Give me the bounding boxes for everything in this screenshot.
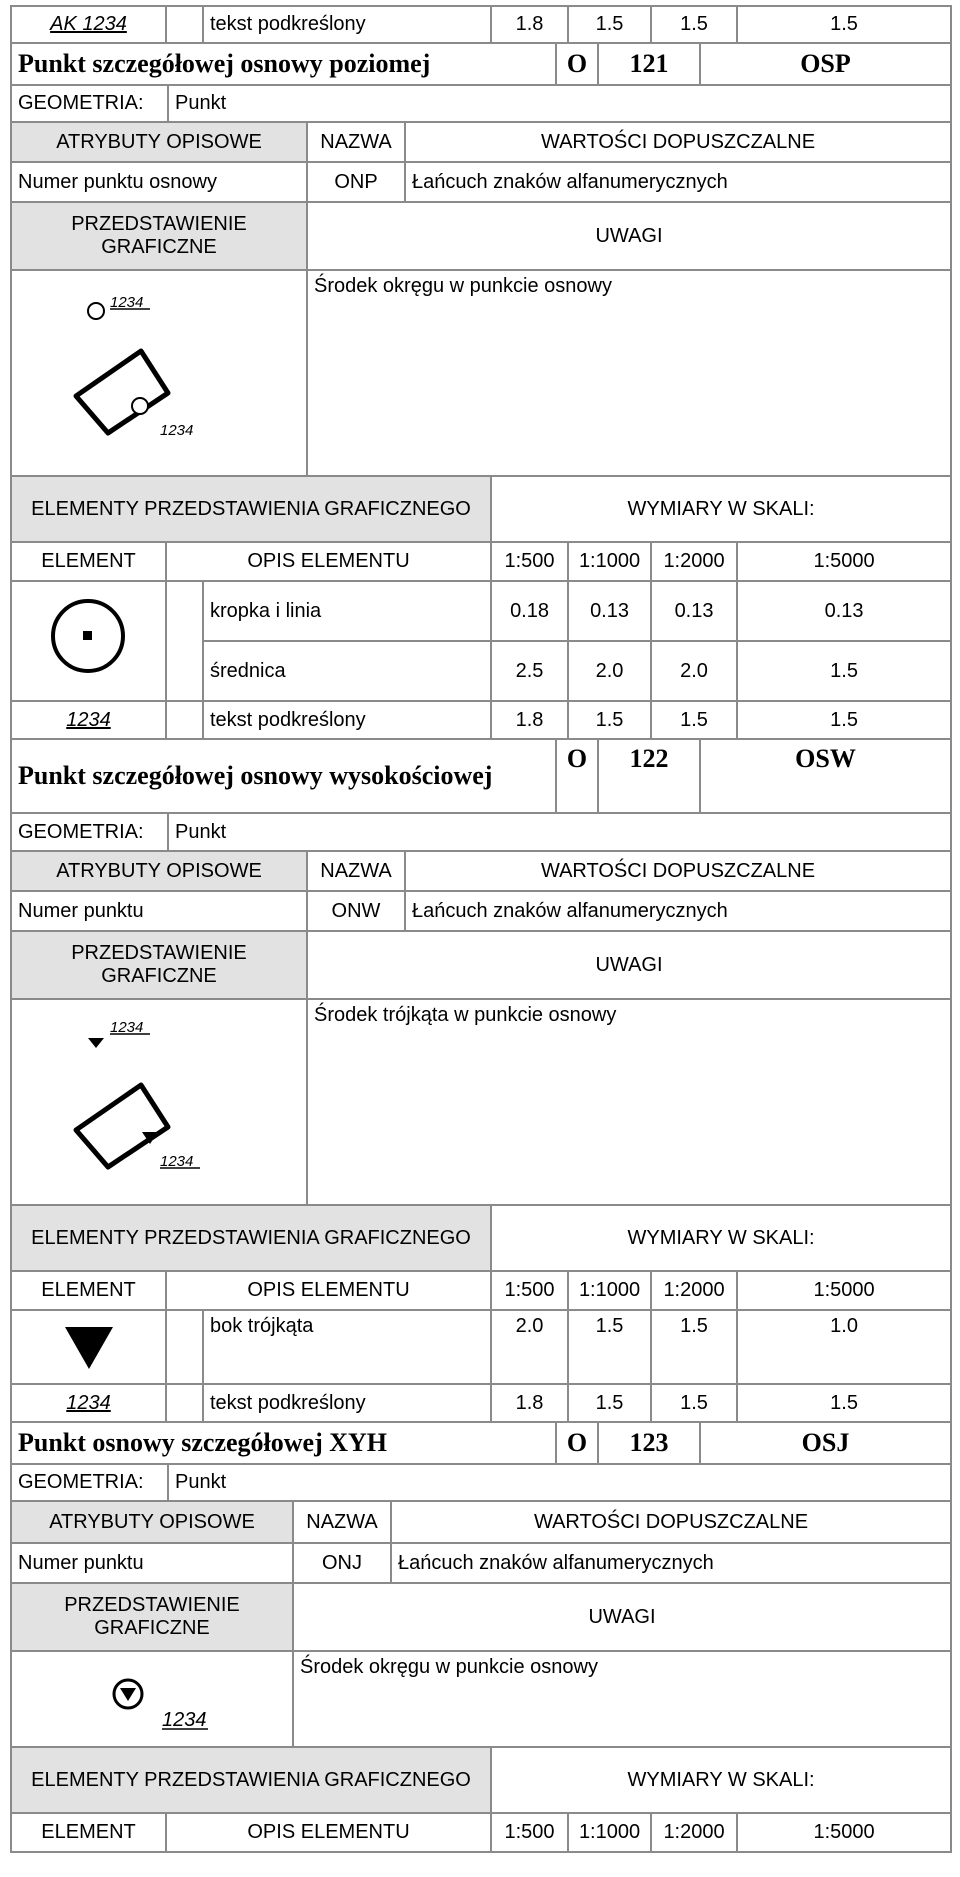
geometry-label: GEOMETRIA: [11, 85, 168, 122]
section-osw [10, 738, 952, 814]
value-1000: 1.5 [568, 1384, 651, 1422]
section-code: OSJ [700, 1422, 951, 1464]
name-header: NAZWA [293, 1501, 391, 1543]
value-2000: 0.13 [651, 581, 737, 641]
value-500: 0.18 [491, 581, 568, 641]
attr-header: ATRYBUTY OPISOWE [11, 122, 307, 162]
elements-header: ELEMENTY PRZEDSTAWIENIA GRAFICZNEGO [11, 1747, 491, 1813]
symbol-label: 1234 [160, 422, 194, 439]
attr-name: Numer punktu osnowy [11, 162, 307, 202]
building-outline-icon [76, 1085, 168, 1167]
elements-table [10, 1204, 952, 1423]
notes-header: UWAGI [307, 202, 951, 270]
values-header: WARTOŚCI DOPUSZCZALNE [405, 851, 951, 891]
osw-symbol-graphic [12, 1000, 304, 1198]
sample-text: 1234 [11, 1384, 166, 1422]
col-scale-2000: 1:2000 [651, 1813, 737, 1852]
graphic-table [10, 1582, 952, 1748]
col-element: ELEMENT [11, 542, 166, 581]
attr-name: Numer punktu [11, 891, 307, 931]
name-header: NAZWA [307, 122, 405, 162]
col-desc: OPIS ELEMENTU [166, 542, 491, 581]
col-element: ELEMENT [11, 1271, 166, 1310]
col-scale-500: 1:500 [491, 542, 568, 581]
col-element: ELEMENT [11, 1813, 166, 1852]
geometry-label: GEOMETRIA: [11, 813, 168, 851]
notes-header: UWAGI [293, 1583, 951, 1651]
triangle-icon [88, 1038, 104, 1048]
value-1000: 1.5 [568, 701, 651, 739]
osj-symbol-graphic [12, 1652, 290, 1740]
value-500: 1.8 [491, 1384, 568, 1422]
value-2000: 1.5 [651, 1310, 737, 1384]
section-number: 121 [598, 43, 700, 85]
attributes-table [10, 850, 952, 932]
element-desc: tekst podkreślony [203, 701, 491, 739]
values-header: WARTOŚCI DOPUSZCZALNE [405, 122, 951, 162]
col-scale-2000: 1:2000 [651, 1271, 737, 1310]
circle-icon [132, 398, 148, 414]
col-scale-500: 1:500 [491, 1271, 568, 1310]
attr-values: Łańcuch znaków alfanumerycznych [405, 162, 951, 202]
geometry-value: Punkt [168, 813, 951, 851]
elements-table [10, 1746, 952, 1853]
element-desc: bok trójkąta [203, 1310, 491, 1384]
value-2000: 2.0 [651, 641, 737, 701]
graphic-table [10, 201, 952, 477]
geometry-row [10, 812, 952, 852]
graphic-header: PRZEDSTAWIENIE GRAFICZNE [11, 1583, 293, 1651]
col-scale-500: 1:500 [491, 1813, 568, 1852]
elements-header: ELEMENTY PRZEDSTAWIENIA GRAFICZNEGO [11, 476, 491, 542]
note-text: Środek trójkąta w punkcie osnowy [307, 999, 951, 1205]
col-scale-5000: 1:5000 [737, 542, 951, 581]
col-scale-2000: 1:2000 [651, 542, 737, 581]
section-o: O [556, 43, 598, 85]
notes-header: UWAGI [307, 931, 951, 999]
geometry-row [10, 84, 952, 123]
section-code: OSW [700, 739, 951, 813]
value-5000: 1.5 [737, 6, 951, 43]
top-text-row-table [10, 5, 952, 44]
elements-header: ELEMENTY PRZEDSTAWIENIA GRAFICZNEGO [11, 1205, 491, 1271]
name-header: NAZWA [307, 851, 405, 891]
circle-icon [88, 303, 104, 319]
attr-code: ONJ [293, 1543, 391, 1583]
graphic-cell [11, 1651, 293, 1747]
value-2000: 1.5 [651, 701, 737, 739]
value-1000: 1.5 [568, 6, 651, 43]
note-text: Środek okręgu w punkcie osnowy [307, 270, 951, 476]
element-symbol [11, 581, 166, 701]
value-2000: 1.5 [651, 1384, 737, 1422]
graphic-header: PRZEDSTAWIENIE GRAFICZNE [11, 931, 307, 999]
col-desc: OPIS ELEMENTU [166, 1271, 491, 1310]
col-scale-5000: 1:5000 [737, 1813, 951, 1852]
sample-text: 1234 [11, 701, 166, 739]
section-osp [10, 42, 952, 86]
attr-header: ATRYBUTY OPISOWE [11, 851, 307, 891]
col-scale-1000: 1:1000 [568, 1813, 651, 1852]
value-1000: 2.0 [568, 641, 651, 701]
section-osj [10, 1421, 952, 1465]
value-5000: 1.5 [737, 641, 951, 701]
section-code: OSP [700, 43, 951, 85]
section-number: 122 [598, 739, 700, 813]
col-scale-1000: 1:1000 [568, 542, 651, 581]
dot-circle-icon [13, 582, 164, 694]
value-500: 1.8 [491, 701, 568, 739]
value-5000: 1.0 [737, 1310, 951, 1384]
section-number: 123 [598, 1422, 700, 1464]
symbol-label: 1234 [110, 294, 144, 311]
elements-table [10, 475, 952, 740]
dims-header: WYMIARY W SKALI: [491, 1205, 951, 1271]
geometry-value: Punkt [168, 85, 951, 122]
element-desc: kropka i linia [203, 581, 491, 641]
value-5000: 0.13 [737, 581, 951, 641]
value-1000: 1.5 [568, 1310, 651, 1384]
attr-values: Łańcuch znaków alfanumerycznych [391, 1543, 951, 1583]
value-500: 2.0 [491, 1310, 568, 1384]
value-5000: 1.5 [737, 701, 951, 739]
dims-header: WYMIARY W SKALI: [491, 476, 951, 542]
attr-values: Łańcuch znaków alfanumerycznych [405, 891, 951, 931]
note-text: Środek okręgu w punkcie osnowy [293, 1651, 951, 1747]
section-title: Punkt szczegółowej osnowy wysokościowej [11, 739, 556, 813]
attributes-table [10, 1500, 952, 1584]
value-500: 2.5 [491, 641, 568, 701]
value-1000: 0.13 [568, 581, 651, 641]
col-desc: OPIS ELEMENTU [166, 1813, 491, 1852]
dims-header: WYMIARY W SKALI: [491, 1747, 951, 1813]
symbol-label: 1234 [162, 1709, 207, 1731]
section-o: O [556, 739, 598, 813]
geometry-label: GEOMETRIA: [11, 1464, 168, 1501]
graphic-cell [11, 270, 307, 476]
col-scale-5000: 1:5000 [737, 1271, 951, 1310]
element-desc: tekst podkreślony [203, 1384, 491, 1422]
element-symbol [11, 1310, 166, 1384]
geometry-row [10, 1463, 952, 1502]
sample-text: AK 1234 [11, 6, 166, 43]
element-desc: średnica [203, 641, 491, 701]
section-title: Punkt osnowy szczegółowej XYH [11, 1422, 556, 1464]
graphic-table [10, 930, 952, 1206]
symbol-label: 1234 [160, 1153, 194, 1170]
attr-code: ONW [307, 891, 405, 931]
symbol-label: 1234 [110, 1019, 144, 1036]
value-5000: 1.5 [737, 1384, 951, 1422]
attr-header: ATRYBUTY OPISOWE [11, 1501, 293, 1543]
geometry-value: Punkt [168, 1464, 951, 1501]
filled-triangle-icon [13, 1311, 164, 1377]
attr-code: ONP [307, 162, 405, 202]
section-title: Punkt szczegółowej osnowy poziomej [11, 43, 556, 85]
section-o: O [556, 1422, 598, 1464]
col-scale-1000: 1:1000 [568, 1271, 651, 1310]
attr-name: Numer punktu [11, 1543, 293, 1583]
value-500: 1.8 [491, 6, 568, 43]
value-2000: 1.5 [651, 6, 737, 43]
attributes-table [10, 121, 952, 203]
graphic-header: PRZEDSTAWIENIE GRAFICZNE [11, 202, 307, 270]
osp-symbol-graphic [12, 271, 304, 469]
values-header: WARTOŚCI DOPUSZCZALNE [391, 1501, 951, 1543]
graphic-cell [11, 999, 307, 1205]
building-outline-icon [76, 351, 168, 433]
element-desc: tekst podkreślony [203, 6, 491, 43]
document-page [10, 5, 950, 1853]
